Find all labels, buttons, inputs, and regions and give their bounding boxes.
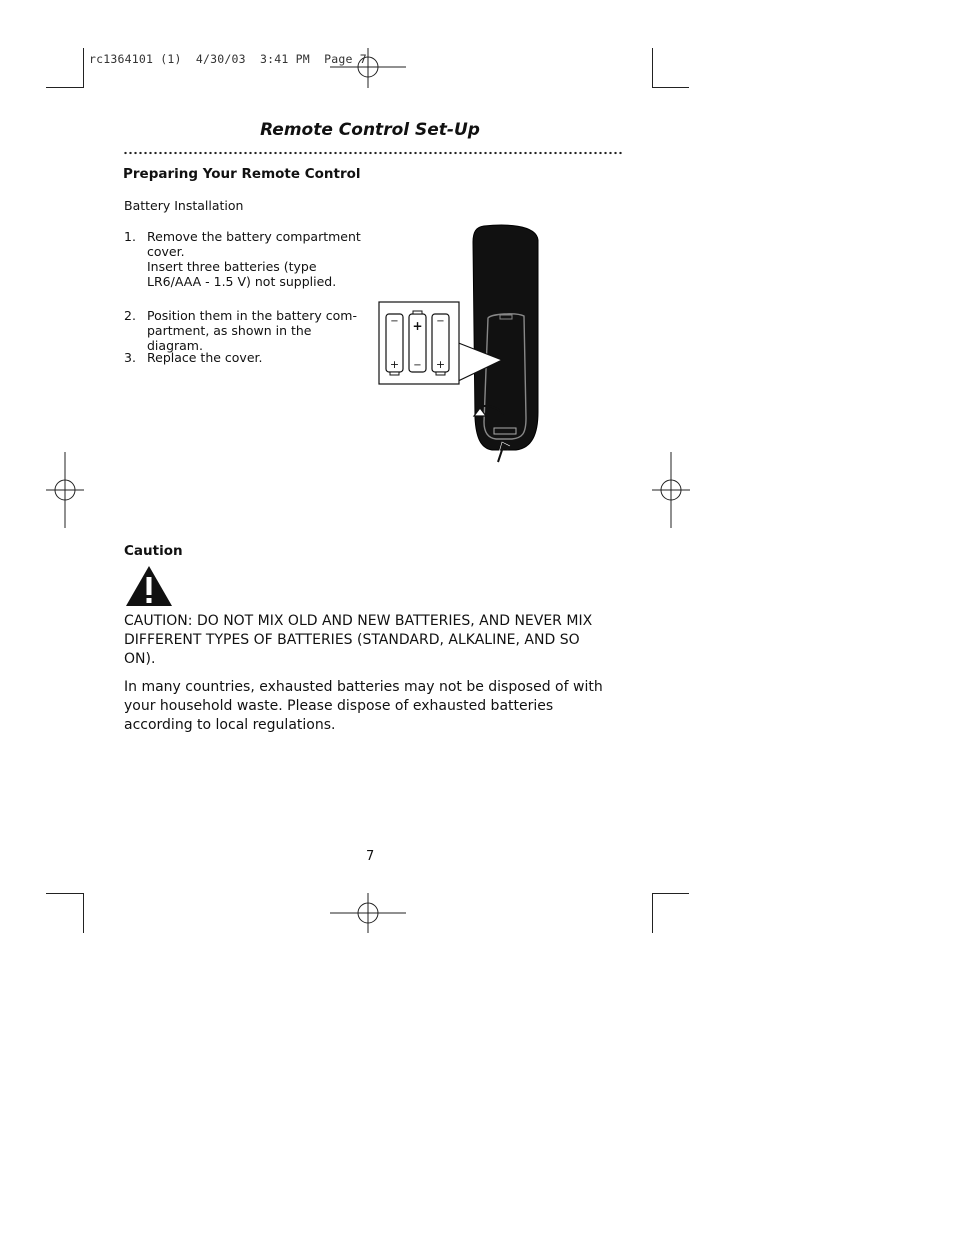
battery-1-bottom-mark: + (389, 358, 400, 371)
print-slug: rc1364101 (1) 4/30/03 3:41 PM Page 7 (89, 52, 367, 66)
step-line: Position them in the battery com- (147, 308, 357, 323)
subheading: Battery Installation (124, 198, 244, 213)
battery-1-top-mark: − (390, 316, 399, 327)
battery-3-top-mark: − (436, 316, 445, 327)
step-3 (124, 350, 364, 365)
battery-2-bottom-mark: − (413, 360, 422, 371)
warning-triangle-icon (124, 564, 174, 608)
dotted-rule (123, 150, 623, 156)
step-number: 3. (124, 350, 136, 365)
caution-heading: Caution (124, 543, 183, 559)
page-number: 7 (366, 849, 375, 864)
step-line: Replace the cover. (147, 350, 263, 365)
battery-3-bottom-mark: + (435, 358, 446, 371)
remote-battery-diagram (376, 222, 546, 466)
battery-2-top-mark: + (412, 319, 423, 333)
disposal-text: In many countries, exhausted batteries may not be disposed of with your household waste. Please dispose of exhausted batteries according to local regulations. (124, 679, 603, 733)
step-line: LR6/AAA - 1.5 V) not supplied. (147, 274, 337, 289)
step-1 (124, 229, 364, 289)
step-line: Remove the battery compartment (147, 229, 361, 244)
step-number: 1. (124, 229, 136, 244)
step-number: 2. (124, 308, 136, 323)
step-2 (124, 308, 364, 353)
page-title: Remote Control Set-Up (260, 120, 480, 140)
step-line: Insert three batteries (type (147, 259, 317, 274)
caution-text: CAUTION: DO NOT MIX OLD AND NEW BATTERIES, AND NEVER MIX DIFFERENT TYPES OF BATTERIES (STANDARD, ALKALINE, AND SO ON). (124, 613, 593, 667)
step-line: cover. (147, 244, 185, 259)
section-heading: Preparing Your Remote Control (123, 166, 361, 182)
step-line: partment, as shown in the diagram. (147, 323, 312, 353)
